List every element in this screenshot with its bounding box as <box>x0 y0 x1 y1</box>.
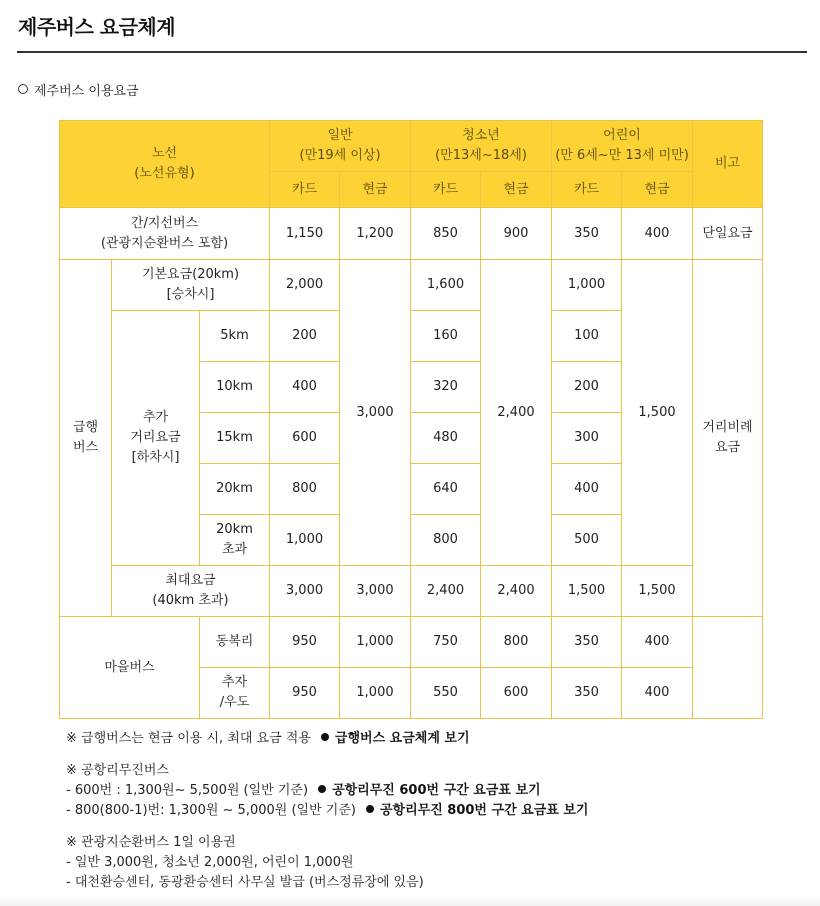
note-line <box>66 781 588 801</box>
fare-cell: 3,000 <box>340 566 411 617</box>
header-cash: 현금 <box>622 172 693 208</box>
extra-fare-label: 추가 <box>142 410 169 425</box>
area-text: /우도 <box>219 695 250 710</box>
fare-cell: 1,000 <box>270 515 340 566</box>
fare-cell: 1,200 <box>340 208 411 260</box>
base-fare-sub: [승차시] <box>166 287 215 302</box>
max-fare-sub: (40km 초과) <box>152 593 229 608</box>
base-fare-cell <box>112 260 270 311</box>
fare-cell: 400 <box>552 464 622 515</box>
table-row <box>60 617 763 668</box>
fare-cell: 950 <box>270 617 340 668</box>
header-cash: 현금 <box>340 172 411 208</box>
fare-cell: 550 <box>411 668 481 719</box>
area-text: 추자 <box>221 675 248 690</box>
express-label: 급행 <box>72 420 99 435</box>
distance-text: 초과 <box>221 542 248 557</box>
distance-text: 20km <box>216 522 253 537</box>
group-age: (만19세 이상) <box>299 148 381 163</box>
table-row <box>60 260 763 311</box>
distance-cell <box>200 515 270 566</box>
note-cell <box>693 260 763 617</box>
section-subtitle <box>18 80 139 99</box>
merged-cash-cell: 2,400 <box>481 260 552 566</box>
group-name: 어린이 <box>603 128 641 143</box>
distance-cell: 10km <box>200 362 270 413</box>
fare-cell: 600 <box>481 668 552 719</box>
header-card: 카드 <box>270 172 340 208</box>
extra-fare-cell <box>112 311 200 566</box>
fare-cell: 350 <box>552 668 622 719</box>
express-bus-cell <box>60 260 112 617</box>
merged-cash-cell: 1,500 <box>622 260 693 566</box>
note-text: 요금 <box>714 440 741 455</box>
local-bus-sub: (관광지순환버스 포함) <box>100 235 229 251</box>
max-fare-label: 최대요금 <box>165 573 216 588</box>
airport-600-link[interactable] <box>318 783 541 798</box>
fare-cell: 400 <box>622 668 693 719</box>
header-card: 카드 <box>411 172 481 208</box>
fare-cell: 400 <box>622 208 693 260</box>
fare-cell: 1,000 <box>340 668 411 719</box>
airport-800-text: - 800(800-1)번: 1,300원 ~ 5,000원 (일반 기준) <box>66 803 356 818</box>
fare-cell: 350 <box>552 617 622 668</box>
extra-fare-label: 거리요금 <box>130 430 181 445</box>
header-route-sub: (노선유형) <box>134 166 195 181</box>
note-line <box>66 729 470 749</box>
group-name: 일반 <box>327 128 353 143</box>
fare-cell: 400 <box>622 617 693 668</box>
fare-cell: 300 <box>552 413 622 464</box>
page-title: 제주버스 요금체계 <box>18 15 176 39</box>
local-bus-name: 간/지선버스 <box>130 215 199 231</box>
pass-price-line: - 일반 3,000원, 청소년 2,000원, 어린이 1,000원 <box>66 855 354 870</box>
group-age: (만 6세~만 13세 미만) <box>555 148 689 163</box>
fare-cell: 1,500 <box>622 566 693 617</box>
distance-cell: 15km <box>200 413 270 464</box>
fare-cell: 200 <box>270 311 340 362</box>
fare-cell: 950 <box>270 668 340 719</box>
fare-cell: 900 <box>481 208 552 260</box>
fare-cell: 200 <box>552 362 622 413</box>
fare-cell: 1,150 <box>270 208 340 260</box>
max-fare-cell <box>112 566 270 617</box>
express-fare-link[interactable] <box>321 731 470 746</box>
fare-cell: 3,000 <box>270 566 340 617</box>
area-cell: 동복리 <box>200 617 270 668</box>
fare-cell: 800 <box>411 515 481 566</box>
fare-cell: 100 <box>552 311 622 362</box>
pass-issue-line: - 대천환승센터, 동광환승센터 사무실 발급 (버스정류장에 있음) <box>66 875 424 890</box>
bullet-dot-icon <box>318 785 326 793</box>
express-note-text: ※ 급행버스는 현금 이용 시, 최대 요금 적용 <box>66 731 311 746</box>
fare-cell: 1,500 <box>552 566 622 617</box>
distance-cell: 5km <box>200 311 270 362</box>
airport-600-link-label: 공항리무진 600번 구간 요금표 보기 <box>332 783 541 798</box>
section-subtitle-text: 제주버스 이용요금 <box>34 84 139 99</box>
header-group-adult <box>270 121 411 172</box>
note-text: 거리비례 <box>702 420 753 435</box>
fare-cell: 750 <box>411 617 481 668</box>
fare-cell: 800 <box>481 617 552 668</box>
circle-bullet-icon <box>18 84 28 94</box>
express-fare-link-label: 급행버스 요금체계 보기 <box>334 731 470 746</box>
table-row <box>60 566 763 617</box>
title-divider <box>17 51 807 53</box>
note-cell <box>693 617 763 719</box>
fare-table <box>59 120 763 719</box>
header-route <box>60 121 270 208</box>
fare-cell: 2,400 <box>411 566 481 617</box>
airport-800-link[interactable] <box>366 803 589 818</box>
fare-cell: 400 <box>270 362 340 413</box>
pass-note-block <box>66 833 424 893</box>
pass-title: ※ 관광지순환버스 1일 이용권 <box>66 835 236 850</box>
header-card: 카드 <box>552 172 622 208</box>
extra-fare-sub: [하차시] <box>131 450 180 465</box>
fare-cell: 2,400 <box>481 566 552 617</box>
fare-cell: 2,000 <box>270 260 340 311</box>
fare-cell: 1,000 <box>552 260 622 311</box>
local-bus-cell <box>60 208 270 260</box>
header-cash: 현금 <box>481 172 552 208</box>
header-group-youth <box>411 121 552 172</box>
fare-cell: 160 <box>411 311 481 362</box>
header-group-child <box>552 121 693 172</box>
merged-cash-cell: 3,000 <box>340 260 411 566</box>
express-note-block <box>66 729 470 749</box>
fare-cell: 800 <box>270 464 340 515</box>
fare-cell: 850 <box>411 208 481 260</box>
fare-cell: 500 <box>552 515 622 566</box>
note-cell: 단일요금 <box>693 208 763 260</box>
distance-cell: 20km <box>200 464 270 515</box>
bullet-dot-icon <box>321 733 329 741</box>
fare-cell: 480 <box>411 413 481 464</box>
group-name: 청소년 <box>462 128 500 143</box>
express-label: 버스 <box>72 440 99 455</box>
header-route-label: 노선 <box>151 146 178 161</box>
fare-cell: 640 <box>411 464 481 515</box>
bottom-edge-shade <box>0 896 820 906</box>
fare-cell: 350 <box>552 208 622 260</box>
table-row <box>60 208 763 260</box>
fare-cell: 320 <box>411 362 481 413</box>
fare-cell: 1,000 <box>340 617 411 668</box>
note-line <box>66 801 588 821</box>
area-cell <box>200 668 270 719</box>
airport-title: ※ 공항리무진버스 <box>66 763 169 778</box>
airport-600-text: - 600번 : 1,300원~ 5,500원 (일반 기준) <box>66 783 309 798</box>
village-bus-cell: 마을버스 <box>60 617 200 719</box>
fare-cell: 600 <box>270 413 340 464</box>
bullet-dot-icon <box>366 805 374 813</box>
group-age: (만13세~18세) <box>435 148 527 163</box>
header-note: 비고 <box>693 121 763 208</box>
airport-note-block <box>66 761 588 821</box>
base-fare-label: 기본요금(20km) <box>141 267 240 282</box>
airport-800-link-label: 공항리무진 800번 구간 요금표 보기 <box>379 803 589 818</box>
fare-cell: 1,600 <box>411 260 481 311</box>
